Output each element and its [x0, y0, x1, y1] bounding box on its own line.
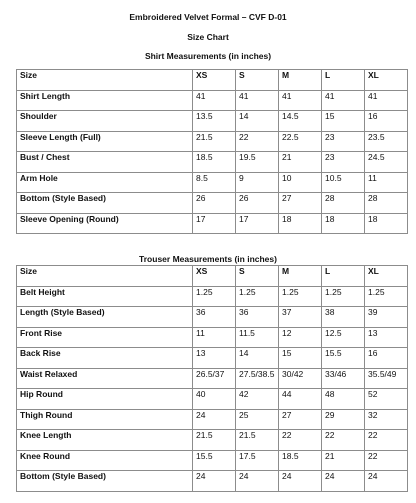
measurement-value: 35.5/49 — [365, 368, 408, 389]
table-row — [17, 172, 408, 193]
measurement-value: 1.25 — [236, 286, 279, 307]
measurement-value: 11 — [193, 327, 236, 348]
table-row — [17, 90, 408, 111]
measurement-value: 41 — [279, 90, 322, 111]
measurement-value: 18.5 — [279, 450, 322, 471]
measurement-value: 33/46 — [322, 368, 365, 389]
table-row — [17, 111, 408, 132]
table-row — [17, 193, 408, 214]
table-row — [17, 450, 408, 471]
measurement-value: 12.5 — [322, 327, 365, 348]
measurement-value: 40 — [193, 389, 236, 410]
measurement-value: 23.5 — [365, 131, 408, 152]
measurement-label: Thigh Round — [17, 409, 193, 430]
measurement-value: 26.5/37 — [193, 368, 236, 389]
measurement-value: 41 — [322, 90, 365, 111]
header-row — [17, 266, 408, 287]
measurement-value: 26 — [236, 193, 279, 214]
shirt-measurements-table — [16, 69, 408, 234]
table-row — [17, 430, 408, 451]
measurement-value: 27.5/38.5 — [236, 368, 279, 389]
header-row — [17, 70, 408, 91]
measurement-value: 24.5 — [365, 152, 408, 173]
table-row — [17, 348, 408, 369]
measurement-value: 14.5 — [279, 111, 322, 132]
measurement-value: 36 — [236, 307, 279, 328]
measurement-value: 21.5 — [236, 430, 279, 451]
measurement-value: 1.25 — [279, 286, 322, 307]
measurement-value: 22 — [365, 430, 408, 451]
measurement-value: 52 — [365, 389, 408, 410]
table-row — [17, 471, 408, 492]
measurement-value: 21.5 — [193, 430, 236, 451]
measurement-label: Arm Hole — [17, 172, 193, 193]
measurement-value: 12 — [279, 327, 322, 348]
measurement-label: Bottom (Style Based) — [17, 193, 193, 214]
measurement-value: 1.25 — [322, 286, 365, 307]
measurement-value: 32 — [365, 409, 408, 430]
measurement-value: 14 — [236, 348, 279, 369]
measurement-value: 28 — [365, 193, 408, 214]
measurement-value: 1.25 — [193, 286, 236, 307]
measurement-value: 22 — [322, 430, 365, 451]
measurement-value: 41 — [236, 90, 279, 111]
measurement-value: 30/42 — [279, 368, 322, 389]
size-column-header: L — [322, 266, 365, 287]
size-column-header: S — [236, 70, 279, 91]
table-row — [17, 131, 408, 152]
measurement-value: 39 — [365, 307, 408, 328]
measurement-value: 24 — [236, 471, 279, 492]
measurement-value: 24 — [193, 471, 236, 492]
size-header-cell: Size — [17, 70, 193, 91]
measurement-value: 17 — [236, 213, 279, 234]
measurement-value: 1.25 — [365, 286, 408, 307]
measurement-value: 17.5 — [236, 450, 279, 471]
measurement-value: 8.5 — [193, 172, 236, 193]
measurement-label: Shoulder — [17, 111, 193, 132]
table-row — [17, 368, 408, 389]
measurement-value: 18.5 — [193, 152, 236, 173]
measurement-value: 15 — [322, 111, 365, 132]
measurement-value: 21.5 — [193, 131, 236, 152]
measurement-value: 18 — [322, 213, 365, 234]
measurement-value: 13.5 — [193, 111, 236, 132]
measurement-value: 25 — [236, 409, 279, 430]
measurement-label: Hip Round — [17, 389, 193, 410]
measurement-value: 22 — [365, 450, 408, 471]
measurement-label: Length (Style Based) — [17, 307, 193, 328]
shirt-section-heading: Shirt Measurements (in inches) — [144, 51, 272, 61]
table-row — [17, 286, 408, 307]
table-row — [17, 213, 408, 234]
measurement-label: Bust / Chest — [17, 152, 193, 173]
size-column-header: M — [279, 266, 322, 287]
measurement-label: Sleeve Opening (Round) — [17, 213, 193, 234]
document-title: Embroidered Velvet Formal – CVF D-01 — [129, 12, 287, 22]
measurement-value: 29 — [322, 409, 365, 430]
measurement-label: Shirt Length — [17, 90, 193, 111]
measurement-label: Knee Round — [17, 450, 193, 471]
measurement-label: Bottom (Style Based) — [17, 471, 193, 492]
measurement-label: Waist Relaxed — [17, 368, 193, 389]
table-row — [17, 409, 408, 430]
size-column-header: XS — [193, 266, 236, 287]
measurement-value: 41 — [365, 90, 408, 111]
measurement-value: 22.5 — [279, 131, 322, 152]
measurement-value: 18 — [279, 213, 322, 234]
measurement-label: Knee Length — [17, 430, 193, 451]
size-column-header: XL — [365, 266, 408, 287]
measurement-value: 37 — [279, 307, 322, 328]
measurement-value: 23 — [322, 152, 365, 173]
size-column-header: M — [279, 70, 322, 91]
measurement-value: 21 — [279, 152, 322, 173]
measurement-value: 24 — [193, 409, 236, 430]
trouser-section-heading: Trouser Measurements (in inches) — [139, 254, 277, 264]
measurement-value: 38 — [322, 307, 365, 328]
measurement-value: 14 — [236, 111, 279, 132]
table-row — [17, 389, 408, 410]
measurement-value: 22 — [236, 131, 279, 152]
measurement-label: Back Rise — [17, 348, 193, 369]
size-column-header: XL — [365, 70, 408, 91]
measurement-value: 11.5 — [236, 327, 279, 348]
measurement-value: 26 — [193, 193, 236, 214]
measurement-value: 24 — [365, 471, 408, 492]
measurement-label: Sleeve Length (Full) — [17, 131, 193, 152]
measurement-value: 48 — [322, 389, 365, 410]
size-header-cell: Size — [17, 266, 193, 287]
table-row — [17, 152, 408, 173]
measurement-value: 15 — [279, 348, 322, 369]
table-row — [17, 307, 408, 328]
size-column-header: L — [322, 70, 365, 91]
measurement-value: 15.5 — [193, 450, 236, 471]
size-column-header: S — [236, 266, 279, 287]
measurement-value: 28 — [322, 193, 365, 214]
measurement-value: 18 — [365, 213, 408, 234]
measurement-value: 19.5 — [236, 152, 279, 173]
size-column-header: XS — [193, 70, 236, 91]
table-row — [17, 327, 408, 348]
measurement-value: 10.5 — [322, 172, 365, 193]
measurement-value: 13 — [365, 327, 408, 348]
measurement-value: 24 — [279, 471, 322, 492]
measurement-value: 42 — [236, 389, 279, 410]
measurement-value: 27 — [279, 193, 322, 214]
measurement-value: 16 — [365, 111, 408, 132]
measurement-value: 9 — [236, 172, 279, 193]
measurement-value: 21 — [322, 450, 365, 471]
trouser-measurements-table — [16, 265, 408, 492]
measurement-value: 24 — [322, 471, 365, 492]
document-subtitle: Size Chart — [187, 32, 229, 42]
measurement-value: 15.5 — [322, 348, 365, 369]
measurement-value: 22 — [279, 430, 322, 451]
measurement-value: 13 — [193, 348, 236, 369]
measurement-value: 11 — [365, 172, 408, 193]
measurement-value: 23 — [322, 131, 365, 152]
measurement-label: Belt Height — [17, 286, 193, 307]
measurement-value: 17 — [193, 213, 236, 234]
measurement-value: 36 — [193, 307, 236, 328]
measurement-value: 16 — [365, 348, 408, 369]
measurement-label: Front Rise — [17, 327, 193, 348]
measurement-value: 41 — [193, 90, 236, 111]
measurement-value: 10 — [279, 172, 322, 193]
measurement-value: 44 — [279, 389, 322, 410]
measurement-value: 27 — [279, 409, 322, 430]
